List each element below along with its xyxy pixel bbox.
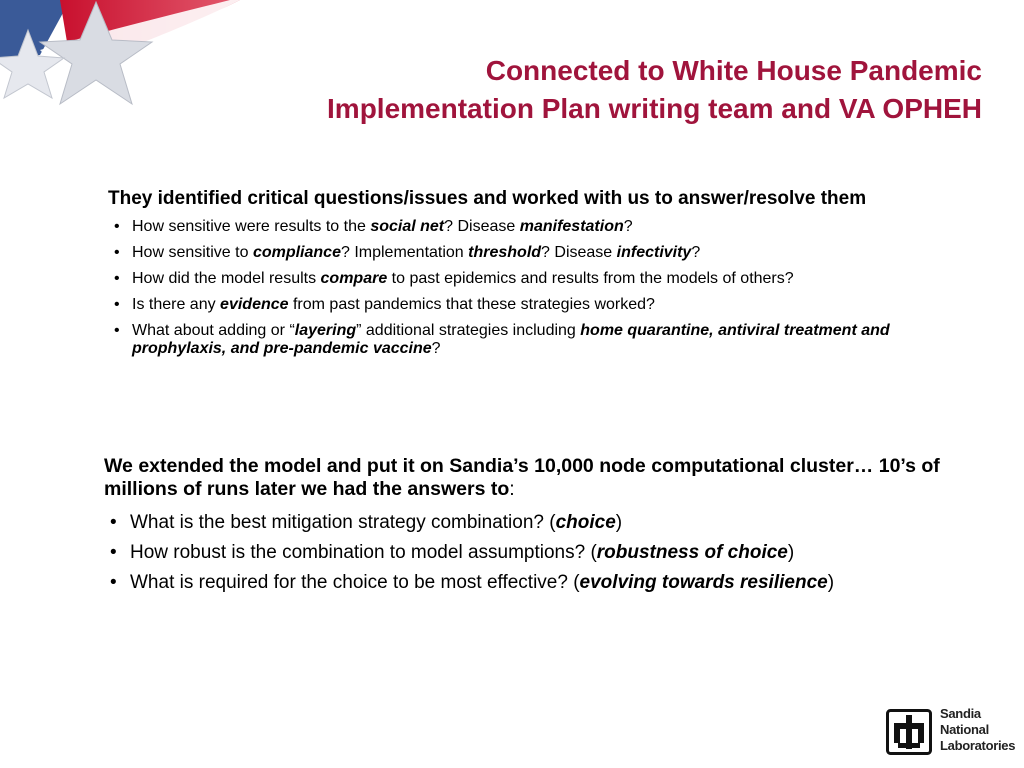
bullet-text: How robust is the combination to model assumptions? ( (130, 542, 597, 563)
sandia-logo (886, 706, 1014, 758)
bullet-text: What about adding or “ (132, 322, 295, 339)
answer-bullet-item (110, 512, 910, 534)
bullet-text: ? (623, 218, 633, 235)
bullet-dot-icon: • (114, 270, 120, 287)
bullet-text: ? (691, 244, 701, 261)
bullet-text: from past pandemics that these strategies worked? (288, 296, 655, 313)
slide-title-line-2: Implementation Plan writing team and VA OPHEH (327, 93, 982, 124)
bullet-dot-icon: • (110, 572, 117, 593)
emphasis-text: compliance (252, 244, 341, 261)
bullet-text: What is the best mitigation strategy combination? ( (130, 512, 556, 533)
question-bullet-item (114, 322, 949, 358)
logo-line-2: National (940, 722, 989, 737)
emphasis-text: manifestation (519, 218, 624, 235)
emphasis-text: threshold (468, 244, 542, 261)
emphasis-text: choice (555, 512, 616, 533)
emphasis-text: evidence (220, 296, 289, 313)
bullet-dot-icon: • (114, 218, 120, 235)
bullet-dot-icon: • (114, 322, 120, 339)
bullet-text: How did the model results (132, 270, 321, 287)
question-bullet-item (114, 296, 949, 314)
emphasis-text: robustness of choice (596, 542, 788, 563)
emphasis-text: infectivity (616, 244, 692, 261)
slide-title (122, 52, 982, 128)
emphasis-text: evolving towards resilience (579, 572, 828, 593)
logo-line-1: Sandia (940, 706, 981, 721)
bullet-text: ” additional strategies including (356, 322, 581, 339)
bullet-text: ? Disease (541, 244, 617, 261)
questions-heading: They identified critical questions/issues and worked with us to answer/resolve them (108, 188, 867, 209)
answers-list (110, 512, 910, 594)
answers-heading (104, 455, 964, 501)
bullet-text: ) (827, 572, 835, 593)
bullet-text: ) (787, 542, 795, 563)
bullet-text: How sensitive were results to the (132, 218, 371, 235)
bullet-text: ) (615, 512, 623, 533)
answers-heading-text: We extended the model and put it on Sandia’s 10,000 node computational cluster… 10’s of millions of runs later we had the answers to (104, 455, 940, 500)
bullet-text: How sensitive to (132, 244, 253, 261)
bullet-text: Is there any (132, 296, 221, 313)
slide-title-line-1: Connected to White House Pandemic (485, 55, 982, 86)
sandia-logo-text (940, 706, 1015, 754)
bullet-text: ? (431, 340, 441, 357)
bullet-dot-icon: • (110, 512, 117, 533)
sandia-thunderbird-icon (886, 709, 932, 755)
questions-list (114, 218, 949, 358)
answers-section (104, 455, 964, 602)
question-bullet-item (114, 270, 949, 288)
bullet-dot-icon: • (114, 244, 120, 261)
question-bullet-item (114, 244, 949, 262)
bullet-text: ? Disease (444, 218, 520, 235)
answers-heading-colon: : (509, 478, 515, 500)
logo-line-3: Laboratories (940, 738, 1016, 753)
emphasis-text: home quarantine, antiviral treatment and prophylaxis, and pre-pandemic vaccine (132, 322, 890, 357)
questions-section (108, 188, 968, 366)
bullet-text: What is required for the choice to be most effective? ( (130, 572, 580, 593)
bullet-text: to past epidemics and results from the models of others? (387, 270, 794, 287)
answer-bullet-item (110, 542, 910, 564)
bullet-text: ? Implementation (340, 244, 469, 261)
emphasis-text: social net (370, 218, 445, 235)
bullet-dot-icon: • (114, 296, 120, 313)
emphasis-text: layering (294, 322, 357, 339)
emphasis-text: compare (320, 270, 388, 287)
answer-bullet-item (110, 572, 910, 594)
question-bullet-item (114, 218, 949, 236)
bullet-dot-icon: • (110, 542, 117, 563)
